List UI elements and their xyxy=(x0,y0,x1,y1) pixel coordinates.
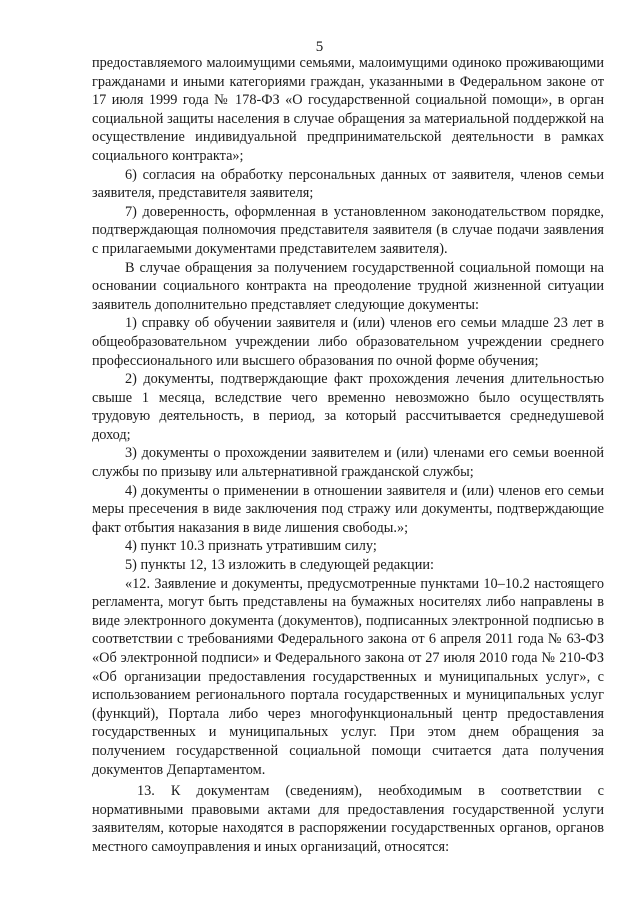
paragraph-social-contract: В случае обращения за получением государственной социальной помощи на основании социального контракта на преодоление трудной жизненной ситуации заявитель дополнительно представляет следующие документы: xyxy=(92,259,604,313)
clause-12: «12. Заявление и документы, предусмотренные пунктами 10–10.2 настоящего регламента, могут быть представлены на бумажных носителях либо направлены в виде электронного документа (документов), подписанных электронной подписью в соответствии с требованиями Федерального закона от 6 апреля 2011 года № 63-ФЗ «Об электронной подписи» и Федерального закона от 27 июля 2010 года № 210-ФЗ «Об организации предоставления государственных и муниципальных услуг», с использованием регионального портала государственных и муниципальных услуг (функций), Портала либо через многофункциональный центр предоставления государственных и муниципальных услуг. При этом днем обращения за получением государственной социальной помощи считается дата получения документов Департаментом. xyxy=(92,575,604,778)
amendment-item-4: 4) пункт 10.3 признать утратившим силу; xyxy=(125,538,377,555)
list-item-6-consent: 6) согласия на обработку персональных данных от заявителя, членов семьи заявителя, представителя заявителя; xyxy=(92,166,604,202)
list-item-2-treatment-documents: 2) документы, подтверждающие факт прохождения лечения длительностью свыше 1 месяца, вследствие чего временно невозможно было осуществлять трудовую деятельность, в период, за который рассчитывается среднедушевой доход; xyxy=(92,371,604,443)
paragraph-continuation: предоставляемого малоимущими семьями, малоимущими одиноко проживающими гражданами и иными категориями граждан, указанными в Федеральном законе от 17 июля 1999 года № 178-ФЗ «О государственной социальной помощи», в орган социальной защиты населения в случае обращения за материальной поддержкой на осуществление индивидуальной предпринимательской деятельности в рамках социального контракта»; xyxy=(92,55,604,164)
list-item-4-detention: 4) документы о применении в отношении заявителя и (или) членов его семьи меры пресечения в виде заключения под стражу или документы, подтверждающие факт отбытия наказания в виде лишения свободы.»; xyxy=(92,482,604,536)
list-item-3-military-service: 3) документы о прохождении заявителем и (или) членами его семьи военной службы по призыву или альтернативной гражданской службы; xyxy=(92,445,604,481)
page-number: 5 xyxy=(315,39,324,55)
list-item-7-power-of-attorney: 7) доверенность, оформленная в установленном законодательством порядке, подтверждающая полномочия представителя заявителя (в случае подачи заявления с прилагаемыми документами представителем заявителя). xyxy=(92,203,604,257)
list-item-1-education-certificate: 1) справку об обучении заявителя и (или) членов его семьи младше 23 лет в общеобразовательном учреждении либо образовательном учреждении среднего профессионального или высшего образования по очной форме обучения; xyxy=(92,315,604,369)
clause-13: 13. К документам (сведениям), необходимым в соответствии с нормативными правовыми актами для предоставления государственной услуги заявителям, которые находятся в распоряжении государственных органов, органов местного самоуправления и иных организаций, относятся: xyxy=(92,783,604,855)
amendment-item-5: 5) пункты 12, 13 изложить в следующей редакции: xyxy=(125,557,434,574)
document-body xyxy=(92,54,604,857)
